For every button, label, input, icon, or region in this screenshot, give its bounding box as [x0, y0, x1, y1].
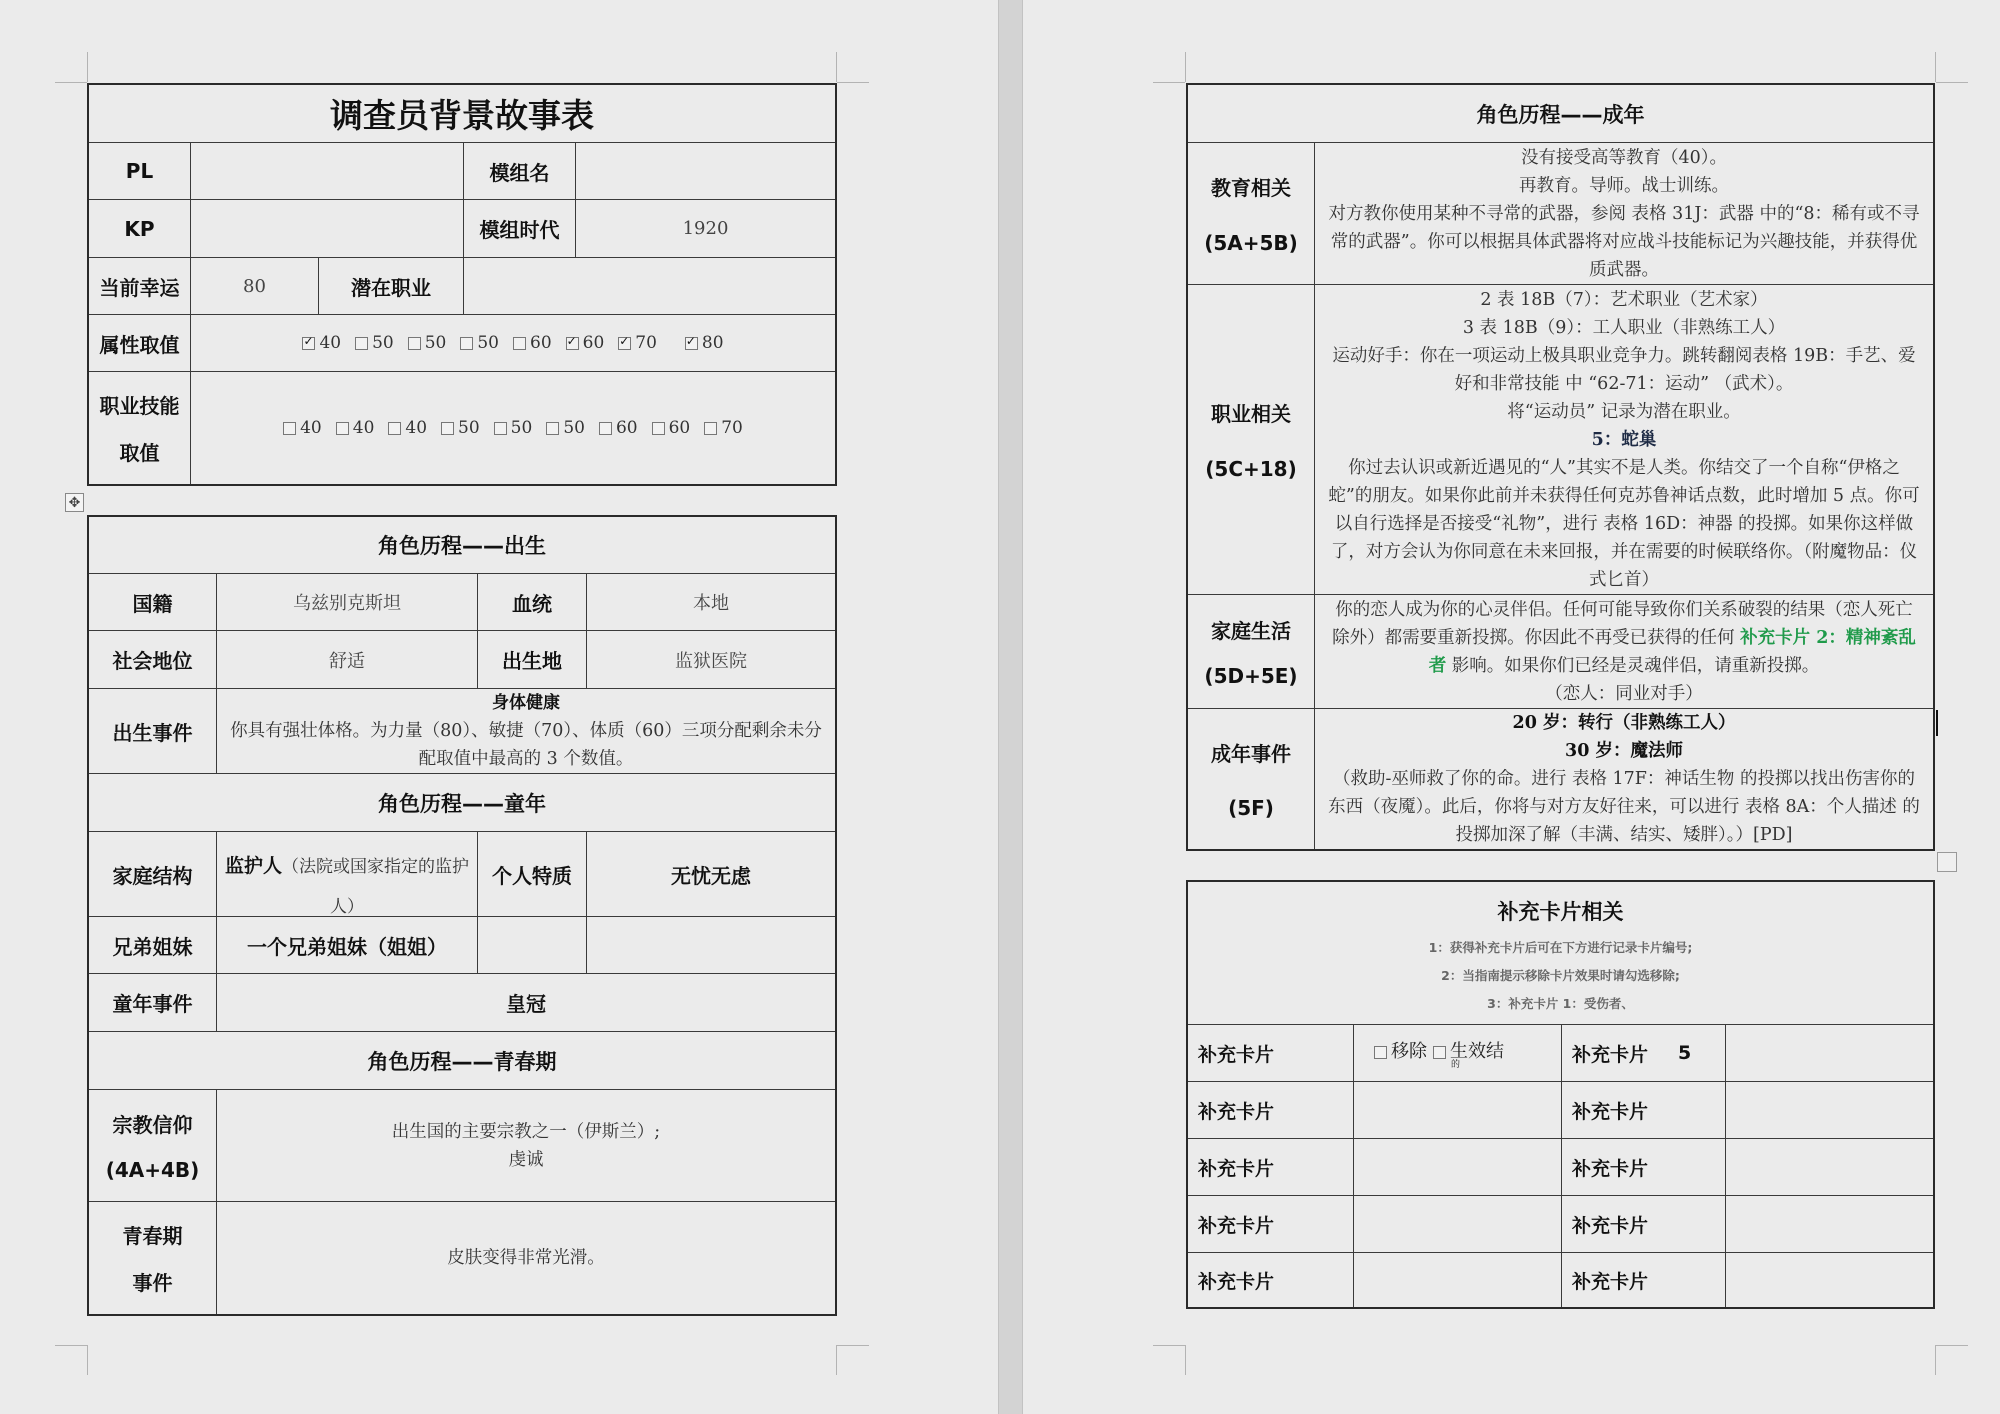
family-life-label-line1: 家庭生活 [1211, 619, 1291, 643]
card-slot-value[interactable] [1354, 1082, 1562, 1139]
family-structure-label: 家庭结构 [89, 832, 217, 917]
crop-mark [837, 1345, 869, 1346]
birth-event-label: 出生事件 [89, 689, 217, 774]
card-slot-label: 补充卡片 [1188, 1196, 1354, 1253]
adult-event-text: （救助-巫师救了你的命。进行 表格 17F：神话生物 的投掷以找出伤害你的东西（夜魇）。此后，你将与对方友好往来，可以进行 表格 8A：个人描述 的投掷加深了解（丰满、结实、矮胖）。）[PD] [1328, 769, 1920, 845]
nationality-label: 国籍 [89, 574, 217, 631]
birth-section-header: 角色历程——出生 [89, 517, 835, 574]
card-slot-label: 补充卡片 [1562, 1139, 1726, 1196]
module-name-field[interactable] [576, 143, 835, 200]
attr-checkbox[interactable] [685, 333, 724, 353]
card-slot-value[interactable] [1726, 1025, 1933, 1082]
skill-values-label [89, 372, 191, 484]
checkbox-checked-icon [566, 337, 579, 350]
family-structure-field[interactable] [217, 832, 478, 917]
childhood-event-field[interactable]: 皇冠 [217, 974, 835, 1032]
attr-checkbox[interactable] [408, 333, 447, 353]
religion-line1: 出生国的主要宗教之一（伊斯兰）; [391, 1121, 661, 1142]
adolescence-event-label [89, 1202, 217, 1314]
crop-mark [1935, 1345, 1936, 1375]
adult-event-age30: 30 岁：魔法师 [1565, 741, 1683, 761]
table-resize-handle[interactable] [1937, 852, 1957, 872]
attr-checkbox[interactable] [460, 333, 499, 353]
family-life-label-line2: (5D+5E) [1204, 664, 1298, 688]
card-slot-value[interactable] [1354, 1253, 1562, 1307]
checkbox-icon [546, 422, 559, 435]
siblings-label: 兄弟姐妹 [89, 917, 217, 974]
checkbox-icon [460, 337, 473, 350]
attr-checkbox[interactable] [513, 333, 552, 353]
birthplace-field[interactable]: 监狱医院 [587, 631, 835, 689]
history-table-left [87, 515, 837, 1316]
career-field[interactable] [1315, 285, 1933, 595]
career-line: 2 表 18B（7）：艺术职业（艺术家） [1480, 289, 1768, 310]
card-slot-value[interactable] [1354, 1139, 1562, 1196]
checkbox-icon [283, 422, 296, 435]
module-era-field[interactable]: 1920 [576, 200, 835, 258]
effective-label-overflow: 的 [1451, 1060, 1461, 1070]
education-label-line2: (5A+5B) [1204, 230, 1298, 255]
social-status-label: 社会地位 [89, 631, 217, 689]
crop-mark [87, 52, 88, 82]
card-slot-value[interactable] [1726, 1082, 1933, 1139]
checkbox-icon [388, 422, 401, 435]
family-life-text [1327, 596, 1921, 680]
religion-label-line1: 宗教信仰 [112, 1113, 193, 1138]
crop-mark [1153, 1345, 1185, 1346]
effective-label: 生效结 [1450, 1041, 1504, 1062]
birth-event-content[interactable] [217, 689, 835, 774]
cards-note: 3：补充卡片 1：受伤者、 [1487, 996, 1634, 1011]
skill-checkbox[interactable] [652, 418, 691, 438]
checkbox-icon [336, 422, 349, 435]
checkbox-checked-icon [302, 337, 315, 350]
checkbox-icon [494, 422, 507, 435]
family-structure-value-rest: （法院或国家指定的监护人） [282, 857, 470, 917]
adolescence-event-field[interactable]: 皮肤变得非常光滑。 [447, 1248, 605, 1268]
education-line: 没有接受高等教育（40）。 [1520, 147, 1728, 168]
crop-mark [87, 1345, 88, 1375]
career-label-line1: 职业相关 [1211, 402, 1291, 426]
skill-checkbox[interactable] [546, 418, 585, 438]
skill-value: 60 [615, 418, 638, 438]
pl-field[interactable] [191, 143, 464, 200]
social-status-field[interactable]: 舒适 [217, 631, 478, 689]
document-title-text: 调查员背景故事表 [330, 96, 594, 135]
card-slot-value[interactable] [1726, 1139, 1933, 1196]
luck-field[interactable]: 80 [191, 258, 319, 315]
career-label-line2: (5C+18) [1205, 457, 1297, 481]
attr-value: 60 [530, 333, 552, 353]
skill-value: 70 [721, 418, 743, 438]
card-slot-label: 补充卡片 [1562, 1082, 1726, 1139]
attr-value: 80 [701, 333, 724, 353]
religion-line2: 虔诚 [508, 1149, 544, 1170]
skill-checkbox[interactable] [388, 418, 427, 438]
remove-checkbox[interactable] [1374, 1037, 1427, 1063]
childhood-event-label: 童年事件 [89, 974, 217, 1032]
crop-mark [55, 1345, 87, 1346]
text-cursor [1936, 710, 1938, 736]
family-life-text-after: 影响。如果你们已经是灵魂伴侣，请重新投掷。 [1446, 655, 1820, 676]
career-line: 运动好手：你在一项运动上极具职业竞争力。跳转翻阅表格 19B：手艺、爱好和非常技能 中 “62-71：运动” （武术）。 [1332, 345, 1916, 394]
card-slot-label: 补充卡片 [1188, 1082, 1354, 1139]
crop-mark [1185, 52, 1186, 82]
family-life-label [1188, 595, 1315, 709]
attr-value: 50 [372, 333, 394, 353]
birthplace-label: 出生地 [478, 631, 587, 689]
family-life-note: （恋人：同业对手） [1545, 683, 1703, 704]
checkbox-icon [652, 422, 665, 435]
birth-event-text: 你具有强壮体格。为力量（80）、敏捷（70）、体质（60）三项分配剩余未分配取值中最高的 3 个数值。 [230, 721, 822, 769]
career-line: 将“运动员” 记录为潜在职业。 [1507, 401, 1741, 422]
adolescence-event-label-line2: 事件 [132, 1271, 173, 1295]
adult-history-table [1186, 83, 1935, 851]
crop-mark [1936, 1345, 1968, 1346]
childhood-section-header: 角色历程——童年 [89, 774, 835, 832]
checkbox-icon [1374, 1046, 1387, 1059]
adult-event-field[interactable] [1315, 709, 1933, 849]
education-label [1188, 143, 1315, 285]
family-structure-value-bold: 监护人 [225, 855, 283, 877]
checkbox-icon [441, 422, 454, 435]
card-slot-label: 补充卡片 [1188, 1253, 1354, 1307]
skill-checkbox[interactable] [494, 418, 533, 438]
effective-checkbox[interactable] [1433, 1037, 1504, 1070]
adult-event-label [1188, 709, 1315, 849]
skill-values-checkboxes [191, 372, 835, 484]
education-line: 再教育。导师。战士训练。 [1519, 175, 1729, 196]
crop-mark [836, 52, 837, 82]
skill-checkbox[interactable] [599, 418, 638, 438]
supplement-card-link[interactable]: 补充卡片 2：精神紊乱者 [1428, 627, 1916, 676]
adolescence-event-label-line1: 青春期 [122, 1224, 183, 1248]
card-slot-value[interactable] [1726, 1253, 1933, 1307]
attr-value: 50 [477, 333, 499, 353]
siblings-extra-cell[interactable] [478, 917, 587, 974]
cards-note: 1：获得补充卡片后可在下方进行记录卡片编号; [1428, 940, 1693, 955]
attr-value: 70 [635, 333, 657, 353]
basic-info-table [87, 83, 837, 486]
potential-job-label: 潜在职业 [319, 258, 464, 315]
checkbox-icon [599, 422, 612, 435]
card-slot-label: 补充卡片 [1188, 1025, 1354, 1082]
checkbox-icon [704, 422, 717, 435]
attr-checkbox[interactable] [355, 333, 394, 353]
card-slot-label: 补充卡片 [1562, 1196, 1726, 1253]
skill-value: 50 [458, 418, 480, 438]
page-gutter [998, 0, 1023, 1414]
checkbox-icon [513, 337, 526, 350]
bloodline-label: 血统 [478, 574, 587, 631]
checkbox-checked-icon [685, 337, 698, 350]
checkbox-icon [355, 337, 368, 350]
potential-job-field[interactable] [464, 258, 835, 315]
crop-mark [1153, 82, 1185, 83]
attr-checkbox[interactable] [566, 333, 605, 353]
remove-label: 移除 [1391, 1041, 1427, 1062]
cards-header [1188, 882, 1933, 1025]
birth-event-title: 身体健康 [492, 693, 560, 713]
checkbox-icon [408, 337, 421, 350]
education-line: 对方教你使用某种不寻常的武器，参阅 表格 31J：武器 中的“8：稀有或不寻常的武器”。你可以根据具体武器将对应战斗技能标记为兴趣技能，并获得优质武器。 [1328, 203, 1920, 280]
skill-label-line2: 取值 [119, 441, 160, 465]
card-slot-label-text: 补充卡片 [1572, 1043, 1649, 1066]
religion-label-line2: (4A+4B) [105, 1157, 200, 1182]
attr-checkbox[interactable] [618, 333, 657, 353]
personal-trait-field[interactable]: 无忧无虑 [587, 832, 835, 917]
luck-label: 当前幸运 [89, 258, 191, 315]
attr-value: 40 [319, 333, 342, 353]
career-story: 你过去认识或新近遇见的“人”其实不是人类。你结交了一个自称“伊格之蛇”的朋友。如果你此前并未获得任何克苏鲁神话点数，此时增加 5 点。你可以自行选择是否接受“礼物”，进行 表格 16D：神器 的投掷。如果你这样做了，对方会认为你同意在未来回报，并在需要的时候联络你。（附魔物品：仪式匕首） [1328, 457, 1920, 590]
skill-checkbox[interactable] [441, 418, 480, 438]
adolescence-section-header: 角色历程——青春期 [89, 1032, 835, 1090]
supplement-cards-table [1186, 880, 1935, 1309]
document-title [89, 85, 835, 143]
education-label-line1: 教育相关 [1211, 176, 1291, 201]
skill-value: 40 [352, 418, 375, 438]
crop-mark [837, 82, 869, 83]
religion-label [89, 1090, 217, 1202]
adult-event-label-line2: (5F) [1228, 796, 1274, 820]
attribute-values-checkboxes [191, 315, 835, 372]
crop-mark [836, 1345, 837, 1375]
crop-mark [55, 82, 87, 83]
skill-checkbox[interactable] [283, 418, 322, 438]
cards-note: 2：当指南提示移除卡片效果时请勾选移除; [1441, 968, 1680, 983]
attr-value: 60 [582, 333, 605, 353]
skill-value: 40 [300, 418, 322, 438]
card-slot-label: 补充卡片 [1188, 1139, 1354, 1196]
nationality-field[interactable]: 乌兹别克斯坦 [217, 574, 478, 631]
skill-value: 40 [405, 418, 428, 438]
cards-header-title: 补充卡片相关 [1497, 900, 1624, 924]
card-slot-value[interactable] [1726, 1196, 1933, 1253]
skill-value: 50 [510, 418, 533, 438]
checkbox-icon [1433, 1046, 1446, 1059]
attribute-values-label: 属性取值 [89, 315, 191, 372]
attr-checkbox[interactable] [302, 333, 341, 353]
family-life-field[interactable] [1315, 595, 1933, 709]
siblings-field[interactable]: 一个兄弟姐妹（姐姐） [217, 917, 478, 974]
card-slot-label [1562, 1025, 1726, 1082]
table-move-handle[interactable] [65, 493, 84, 512]
module-era-label: 模组时代 [464, 200, 576, 258]
religion-field[interactable] [217, 1090, 835, 1202]
skill-label-line1: 职业技能 [99, 394, 180, 418]
crop-mark [1935, 52, 1936, 82]
crop-mark [1185, 1345, 1186, 1375]
skill-value: 50 [563, 418, 585, 438]
move-icon: ✥ [68, 494, 81, 511]
attr-value: 50 [424, 333, 447, 353]
checkbox-checked-icon [618, 337, 631, 350]
card-slot-value[interactable] [1354, 1025, 1562, 1082]
module-name-label: 模组名 [464, 143, 576, 200]
personal-trait-label: 个人特质 [478, 832, 587, 917]
kp-label: KP [89, 200, 191, 258]
adult-event-age20: 20 岁：转行（非熟练工人） [1512, 713, 1736, 733]
card-slot-value[interactable] [1354, 1196, 1562, 1253]
siblings-extra-cell[interactable] [587, 917, 835, 974]
bloodline-field[interactable]: 本地 [587, 574, 835, 631]
skill-checkbox[interactable] [704, 418, 743, 438]
card-number: 5 [1678, 1042, 1692, 1064]
kp-field[interactable] [191, 200, 464, 258]
skill-value: 60 [668, 418, 691, 438]
career-line: 3 表 18B（9）：工人职业（非熟练工人） [1462, 317, 1786, 338]
adult-section-header: 角色历程——成年 [1188, 85, 1933, 143]
adult-event-label-line1: 成年事件 [1211, 742, 1291, 766]
skill-checkbox[interactable] [336, 418, 375, 438]
family-life-text-before: 你的恋人成为你的心灵伴侣。任何可能导致你们关系破裂的结果（恋人死亡除外）都需要重新投掷。你因此不再受已获得的任何 [1332, 599, 1913, 648]
crop-mark [1936, 82, 1968, 83]
career-subheading: 5：蛇巢 [1591, 429, 1657, 450]
card-slot-label: 补充卡片 [1562, 1253, 1726, 1307]
pl-label: PL [89, 143, 191, 200]
career-label [1188, 285, 1315, 595]
education-field[interactable] [1315, 143, 1933, 285]
